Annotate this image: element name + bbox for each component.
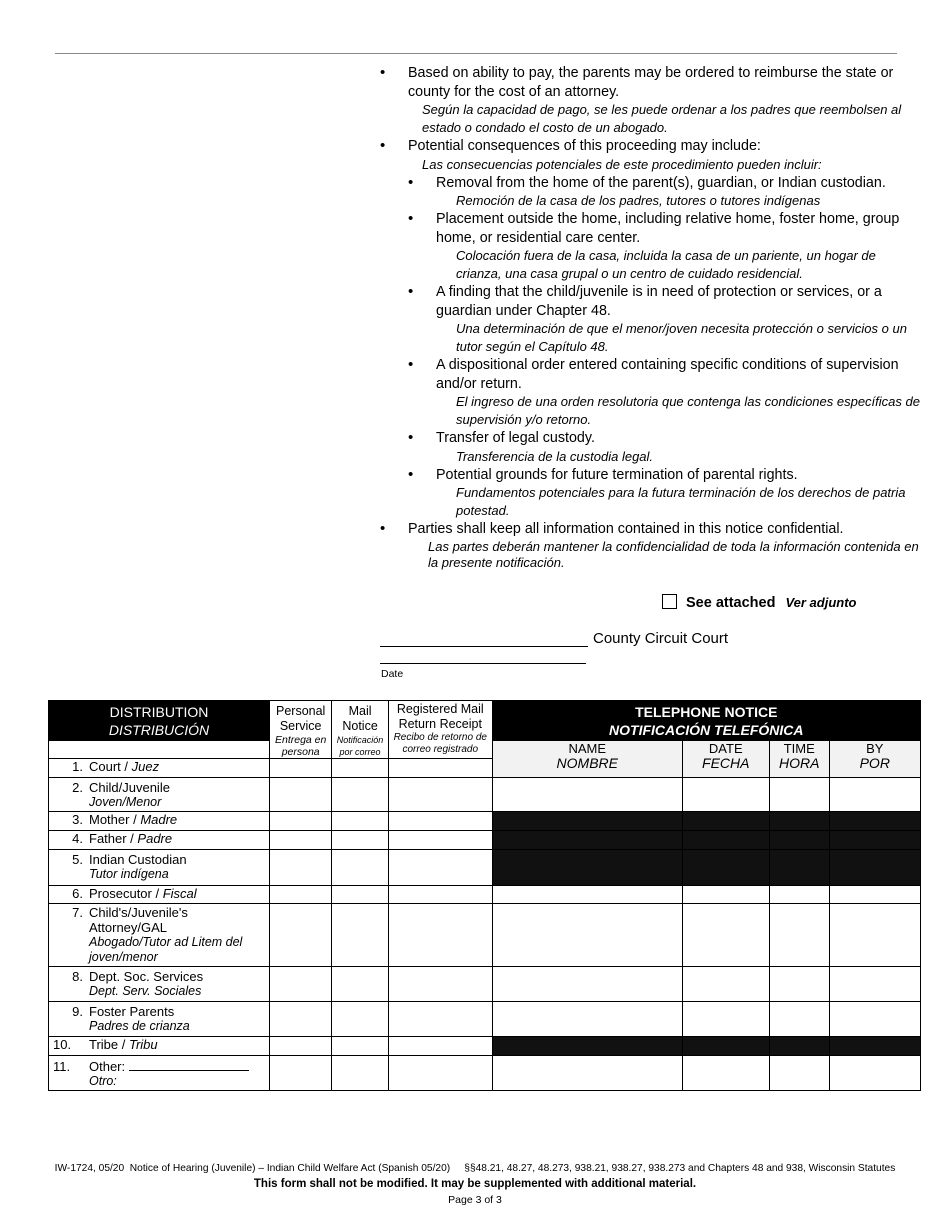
col-personal-label-es: Entrega en persona	[274, 734, 327, 758]
cell[interactable]	[769, 967, 829, 1002]
sub-bullet-es: El ingreso de una orden resolutoria que contenga las condiciones específicas de supervisión y/o retorno.	[456, 394, 920, 427]
sub-bullet: • Potential grounds for future termination of parental rights.	[408, 465, 798, 483]
blacked-cell	[682, 850, 769, 886]
cell[interactable]	[388, 886, 492, 904]
bullet-confidential-es: Las partes deberán mantener la confidencialidad de toda la información contenida en la presente notificación.	[428, 538, 919, 570]
sub-bullet: • Removal from the home of the parent(s), guardian, or Indian custodian.	[408, 173, 886, 191]
col-by-label: BY	[866, 741, 884, 756]
row-label-es: Otro:	[89, 1074, 117, 1088]
row-label-en: Tribe /	[89, 1037, 126, 1052]
sub-bullet-es: Transferencia de la custodia legal.	[456, 448, 654, 464]
bullet-reimburse-es: Según la capacidad de pago, se les puede ordenar a los padres que reembolsen al estado o condado el costo de un abogado.	[422, 102, 902, 135]
blacked-cell	[829, 812, 920, 831]
top-rule	[55, 53, 897, 54]
cell[interactable]	[769, 778, 829, 812]
cell[interactable]	[388, 1037, 492, 1056]
cell[interactable]	[829, 1002, 920, 1037]
see-attached-label-es: Ver adjunto	[785, 595, 857, 610]
blacked-cell	[829, 1037, 920, 1056]
cell[interactable]	[332, 967, 388, 1002]
county-label: County Circuit Court	[593, 630, 729, 647]
row-label-en: Father /	[89, 831, 134, 846]
row-label-en: Dept. Soc. Services	[89, 969, 204, 984]
row-num: 4.	[72, 831, 83, 846]
blacked-cell	[682, 831, 769, 850]
cell[interactable]	[492, 1056, 682, 1091]
col-registered-mail	[388, 701, 492, 759]
cell[interactable]	[388, 967, 492, 1002]
blacked-cell	[769, 831, 829, 850]
row-label-es: Abogado/Tutor ad Litem del joven/menor	[89, 935, 243, 964]
row-num: 7.	[72, 905, 83, 920]
blacked-cell	[769, 850, 829, 886]
distribution-title: DISTRIBUTION	[109, 703, 209, 720]
sub-bullet-text: Potential grounds for future termination of parental rights.	[436, 466, 798, 483]
row-label	[49, 886, 270, 904]
sub-bullet: • Transfer of legal custody.	[408, 429, 595, 446]
other-input[interactable]	[129, 1058, 249, 1071]
row-label-en: Child's/Juvenile's Attorney/GAL	[89, 905, 188, 935]
col-personal-service	[270, 701, 332, 759]
sub-bullet-text: A finding that the child/juvenile is in need of protection or services, or a guardian under Chapter 48.	[436, 284, 882, 319]
sub-bullet: • A dispositional order entered containing specific conditions of supervision and/or return.	[408, 356, 899, 392]
cell[interactable]	[769, 1056, 829, 1091]
row-label-es: Dept. Serv. Sociales	[89, 984, 202, 998]
row-label-es: Tribu	[128, 1037, 158, 1052]
col-mail-label-es: Notificación por correo	[336, 735, 384, 757]
cell[interactable]	[769, 1002, 829, 1037]
sub-bullet-es: Remoción de la casa de los padres, tutores o tutores indígenas	[456, 193, 821, 208]
telephone-title-es: NOTIFICACIÓN TELEFÓNICA	[609, 721, 804, 738]
bullet-text: Parties shall keep all information contained in this notice confidential.	[408, 521, 844, 537]
col-date	[682, 741, 769, 778]
col-date-label: DATE	[708, 741, 743, 756]
cell[interactable]	[829, 778, 920, 812]
col-time	[769, 741, 829, 778]
cell[interactable]	[332, 850, 388, 886]
cell[interactable]	[388, 850, 492, 886]
cell[interactable]	[492, 778, 682, 812]
blacked-cell	[682, 1037, 769, 1056]
sub-bullet: • Placement outside the home, including relative home, foster home, group home, or residential care center.	[408, 210, 900, 246]
blacked-cell	[492, 1037, 682, 1056]
telephone-title: TELEPHONE NOTICE	[635, 703, 778, 720]
distribution-header	[49, 701, 270, 741]
row-label	[49, 1002, 270, 1037]
date-label: Date	[381, 668, 404, 680]
row-label-en: Prosecutor /	[89, 886, 160, 901]
bullet-text: Potential consequences of this proceeding may include:	[408, 138, 761, 154]
row-label-en: Mother /	[89, 812, 137, 827]
row-label	[49, 759, 270, 778]
cell[interactable]	[682, 967, 769, 1002]
col-registered-label-es: Recibo de retorno de correo registrado	[393, 732, 487, 755]
col-by-label-es: POR	[859, 755, 890, 771]
row-label-es: Madre	[140, 812, 178, 827]
row-label	[49, 778, 270, 812]
col-name-label: NAME	[568, 741, 607, 756]
cell[interactable]	[682, 1056, 769, 1091]
cell[interactable]	[332, 904, 388, 967]
cell[interactable]	[829, 967, 920, 1002]
blacked-cell	[492, 850, 682, 886]
blacked-cell	[492, 812, 682, 831]
bullet-text: Based on ability to pay, the parents may be ordered to reimburse the state or county for the cost of an attorney.	[408, 65, 894, 100]
row-label-es: Juez	[131, 759, 160, 774]
sub-bullet-text: Placement outside the home, including relative home, foster home, group home, or residential care center.	[436, 211, 900, 246]
cell[interactable]	[682, 1002, 769, 1037]
distribution-title-es: DISTRIBUCIÓN	[108, 721, 210, 738]
sub-bullet-es: Colocación fuera de la casa, incluida la casa de un pariente, un hogar de crianza, una casa grupal o un centro de cuidado residencial.	[456, 248, 876, 281]
sub-bullet-es: Una determinación de que el menor/joven necesita protección o servicios o un tutor según el Capítulo 48.	[456, 321, 907, 354]
cell[interactable]	[332, 886, 388, 904]
cell[interactable]	[270, 850, 332, 886]
row-label-en: Other:	[89, 1059, 126, 1074]
row-label-en: Indian Custodian	[89, 852, 187, 867]
see-attached-label: See attached	[686, 595, 776, 611]
col-registered-label: Registered Mail Return Receipt	[396, 702, 484, 731]
row-label-en: Court /	[89, 759, 129, 774]
row-label-en: Child/Juvenile	[89, 780, 170, 795]
cell[interactable]	[388, 904, 492, 967]
row-num: 11.	[53, 1059, 71, 1074]
cell[interactable]	[270, 904, 332, 967]
cell[interactable]	[388, 1002, 492, 1037]
cell[interactable]	[270, 1037, 332, 1056]
blacked-cell	[829, 831, 920, 850]
col-time-label: TIME	[783, 741, 815, 756]
col-name	[492, 741, 682, 778]
blacked-cell	[682, 812, 769, 831]
cell[interactable]	[388, 831, 492, 850]
col-name-label-es: NOMBRE	[556, 755, 618, 771]
bullet-consequences-es: Las consecuencias potenciales de este procedimiento pueden incluir:	[422, 156, 822, 172]
cell[interactable]	[829, 886, 920, 904]
row-label-en: Foster Parents	[89, 1004, 175, 1019]
bullet-confidential: • Parties shall keep all information contained in this notice confidential.	[380, 520, 844, 537]
cell[interactable]	[769, 904, 829, 967]
footer-modification-note: This form shall not be modified. It may be supplemented with additional material.	[253, 1178, 697, 1190]
sub-bullet-text: Transfer of legal custody.	[436, 430, 595, 446]
sub-bullet: • A finding that the child/juvenile is in need of protection or services, or a guardian under Chapter 48.	[408, 283, 882, 319]
cell[interactable]	[332, 759, 388, 778]
footer-form-id: IW-1724, 05/20 Notice of Hearing (Juvenile) – Indian Child Welfare Act (Spanish 05/20) §§48.21, 48.27, 48.273, 938.21, 938.27, 938.273 and Chapters 48 and 938, Wisconsin Statutes	[54, 1163, 896, 1174]
cell[interactable]	[682, 778, 769, 812]
row-label	[49, 904, 270, 967]
blacked-cell	[769, 812, 829, 831]
row-label	[49, 812, 270, 831]
date-field[interactable]	[380, 663, 586, 664]
cell[interactable]	[332, 778, 388, 812]
cell[interactable]	[829, 1056, 920, 1091]
cell[interactable]	[769, 886, 829, 904]
cell[interactable]	[388, 1056, 492, 1091]
row-label-es: Padre	[137, 831, 173, 846]
see-attached-checkbox[interactable]	[662, 594, 677, 609]
notice-bullets	[380, 64, 920, 572]
row-num: 5.	[72, 852, 83, 867]
cell[interactable]	[332, 1037, 388, 1056]
blank-cell	[49, 741, 270, 759]
row-label	[49, 850, 270, 886]
cell[interactable]	[492, 904, 682, 967]
bullet-reimburse: • Based on ability to pay, the parents may be ordered to reimburse the state or county for the cost of an attorney.	[380, 64, 894, 100]
row-num: 1.	[72, 759, 83, 774]
cell[interactable]	[270, 967, 332, 1002]
cell[interactable]	[270, 1002, 332, 1037]
cell[interactable]	[492, 967, 682, 1002]
row-label	[49, 967, 270, 1002]
cell[interactable]	[388, 778, 492, 812]
col-mail-notice	[332, 701, 388, 759]
row-num: 3.	[72, 812, 83, 827]
cell[interactable]	[829, 904, 920, 967]
row-label	[49, 1056, 270, 1091]
blacked-cell	[829, 850, 920, 886]
cell[interactable]	[270, 812, 332, 831]
cell[interactable]	[332, 812, 388, 831]
row-num: 9.	[72, 1004, 83, 1019]
row-num: 10.	[53, 1037, 72, 1052]
row-num: 8.	[72, 969, 83, 984]
sub-bullet-text: A dispositional order entered containing specific conditions of supervision and/or return.	[436, 357, 899, 392]
county-field[interactable]	[380, 646, 588, 647]
blacked-cell	[769, 1037, 829, 1056]
col-time-label-es: HORA	[779, 755, 820, 771]
blacked-cell	[492, 831, 682, 850]
footer-page-number: Page 3 of 3	[448, 1194, 502, 1206]
cell[interactable]	[682, 904, 769, 967]
cell[interactable]	[332, 1056, 388, 1091]
sub-bullet-es: Fundamentos potenciales para la futura terminación de los derechos de patria potestad.	[456, 485, 906, 518]
cell[interactable]	[332, 1002, 388, 1037]
cell[interactable]	[682, 886, 769, 904]
row-num: 2.	[72, 780, 83, 795]
bullet-consequences: • Potential consequences of this proceeding may include:	[380, 137, 761, 154]
col-date-label-es: FECHA	[702, 755, 750, 771]
row-label-es: Fiscal	[162, 886, 197, 901]
cell[interactable]	[270, 759, 332, 778]
col-mail-label: Mail Notice	[342, 704, 378, 733]
row-num: 6.	[72, 886, 83, 901]
cell[interactable]	[332, 831, 388, 850]
distribution-table	[48, 700, 921, 1091]
row-label	[49, 831, 270, 850]
cell[interactable]	[388, 759, 492, 778]
sub-bullet-text: Removal from the home of the parent(s), guardian, or Indian custodian.	[436, 174, 886, 191]
cell[interactable]	[270, 778, 332, 812]
telephone-notice-header	[492, 701, 920, 741]
cell[interactable]	[270, 1056, 332, 1091]
row-label-es: Joven/Menor	[89, 795, 162, 809]
cell[interactable]	[492, 886, 682, 904]
cell[interactable]	[270, 886, 332, 904]
cell[interactable]	[492, 1002, 682, 1037]
cell[interactable]	[388, 812, 492, 831]
row-label-es: Tutor indígena	[89, 867, 169, 881]
row-label	[49, 1037, 270, 1056]
see-attached	[662, 594, 857, 611]
cell[interactable]	[270, 831, 332, 850]
col-by	[829, 741, 920, 778]
col-personal-label: Personal Service	[276, 704, 326, 733]
row-label-es: Padres de crianza	[89, 1019, 190, 1033]
